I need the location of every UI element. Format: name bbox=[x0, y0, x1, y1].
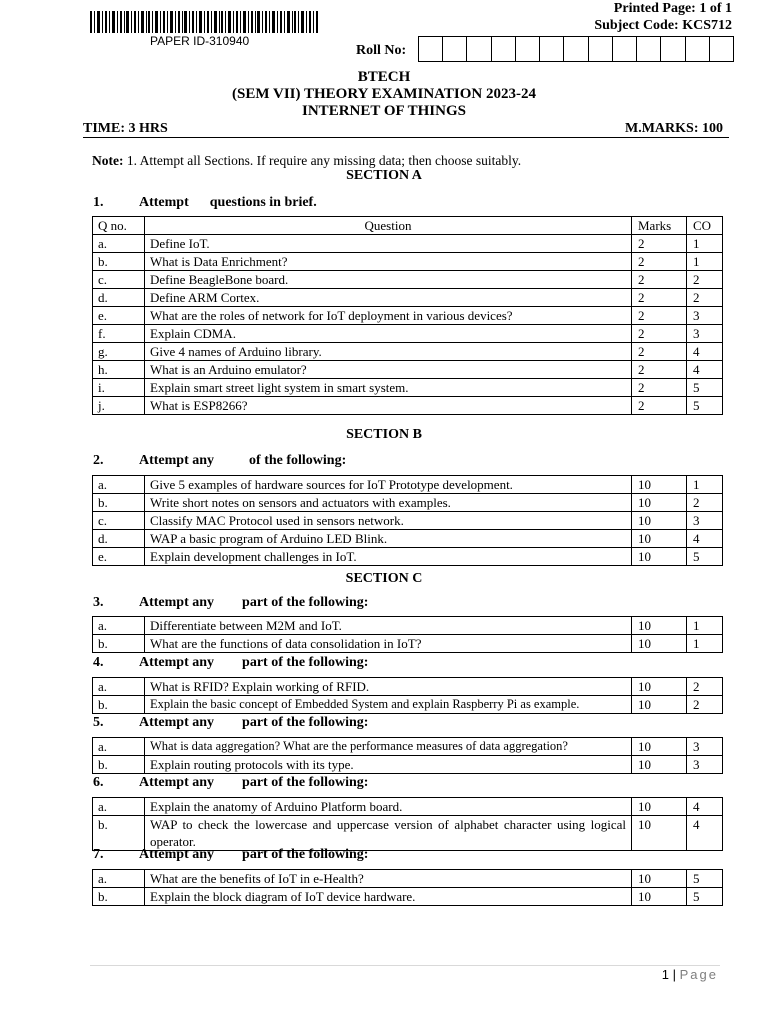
roll-digit-box[interactable] bbox=[419, 37, 443, 61]
roll-no-label: Roll No: bbox=[356, 43, 407, 58]
table-row bbox=[93, 253, 723, 271]
header-qno: Q no. bbox=[93, 217, 145, 235]
q-co: 4 bbox=[687, 816, 723, 851]
q5-heading bbox=[93, 715, 368, 731]
table-row bbox=[93, 888, 723, 906]
roll-digit-box[interactable] bbox=[467, 37, 491, 61]
q-text: Explain the basic concept of Embedded System and explain Raspberry Pi as example. bbox=[145, 696, 632, 714]
q2-heading bbox=[93, 453, 346, 469]
roll-digit-box[interactable] bbox=[613, 37, 637, 61]
q-label: d. bbox=[93, 289, 145, 307]
q5-table bbox=[92, 737, 723, 774]
q-co: 3 bbox=[687, 325, 723, 343]
q1-title: Attempt questions in brief. bbox=[139, 195, 317, 210]
q-marks: 10 bbox=[632, 756, 687, 774]
table-row bbox=[93, 678, 723, 696]
q-co: 2 bbox=[687, 271, 723, 289]
q-label: a. bbox=[93, 738, 145, 756]
q-label: f. bbox=[93, 325, 145, 343]
q-text: Define ARM Cortex. bbox=[145, 289, 632, 307]
note-label: Note: bbox=[92, 153, 124, 168]
q-marks: 10 bbox=[632, 888, 687, 906]
q-marks: 10 bbox=[632, 798, 687, 816]
table-row bbox=[93, 530, 723, 548]
table-row bbox=[93, 512, 723, 530]
header-co: CO bbox=[687, 217, 723, 235]
table-row bbox=[93, 756, 723, 774]
q-label: c. bbox=[93, 271, 145, 289]
header-question: Question bbox=[145, 217, 632, 235]
q-text: Explain the anatomy of Arduino Platform board. bbox=[145, 798, 632, 816]
q-label: c. bbox=[93, 512, 145, 530]
q7-number: 7. bbox=[93, 847, 104, 862]
q-text: Explain routing protocols with its type. bbox=[145, 756, 632, 774]
q-text: WAP to check the lowercase and uppercase version of alphabet character using logical operator. bbox=[145, 816, 632, 851]
q-label: a. bbox=[93, 617, 145, 635]
q-text: Define BeagleBone board. bbox=[145, 271, 632, 289]
paper-id: PAPER ID-310940 bbox=[150, 34, 250, 48]
q-co: 1 bbox=[687, 235, 723, 253]
q4-title: Attempt any part of the following: bbox=[139, 655, 369, 670]
table-row bbox=[93, 289, 723, 307]
table-row bbox=[93, 635, 723, 653]
table-row bbox=[93, 235, 723, 253]
q-marks: 10 bbox=[632, 548, 687, 566]
q-text: What is Data Enrichment? bbox=[145, 253, 632, 271]
q-text: Define IoT. bbox=[145, 235, 632, 253]
q-text: What are the roles of network for IoT deployment in various devices? bbox=[145, 307, 632, 325]
q-co: 4 bbox=[687, 798, 723, 816]
q-co: 2 bbox=[687, 289, 723, 307]
q-co: 3 bbox=[687, 738, 723, 756]
q-marks: 10 bbox=[632, 870, 687, 888]
q3-number: 3. bbox=[93, 595, 104, 610]
q-label: a. bbox=[93, 235, 145, 253]
q-marks: 10 bbox=[632, 696, 687, 714]
q3-heading bbox=[93, 595, 368, 611]
printed-page-block bbox=[594, 0, 732, 34]
q-marks: 10 bbox=[632, 816, 687, 851]
roll-digit-box[interactable] bbox=[589, 37, 613, 61]
roll-digit-box[interactable] bbox=[686, 37, 710, 61]
q1-table bbox=[92, 216, 723, 415]
roll-digit-box[interactable] bbox=[540, 37, 564, 61]
table-row bbox=[93, 494, 723, 512]
table-row bbox=[93, 343, 723, 361]
q-co: 4 bbox=[687, 361, 723, 379]
note-text: 1. Attempt all Sections. If require any missing data; then choose suitably. bbox=[126, 153, 522, 168]
q-text: What is an Arduino emulator? bbox=[145, 361, 632, 379]
q-text: Explain CDMA. bbox=[145, 325, 632, 343]
q-marks: 2 bbox=[632, 235, 687, 253]
q2-number: 2. bbox=[93, 453, 104, 468]
q-text: WAP a basic program of Arduino LED Blink. bbox=[145, 530, 632, 548]
roll-digit-box[interactable] bbox=[710, 37, 733, 61]
section-b-heading: SECTION B bbox=[346, 427, 422, 442]
roll-digit-box[interactable] bbox=[516, 37, 540, 61]
q5-title: Attempt any part of the following: bbox=[139, 715, 369, 730]
q-text: Write short notes on sensors and actuators with examples. bbox=[145, 494, 632, 512]
q-text: Explain the block diagram of IoT device hardware. bbox=[145, 888, 632, 906]
q1-heading bbox=[93, 195, 317, 211]
q5-number: 5. bbox=[93, 715, 104, 730]
printed-page: Printed Page: 1 of 1 bbox=[613, 1, 732, 16]
q-marks: 2 bbox=[632, 361, 687, 379]
q-label: a. bbox=[93, 798, 145, 816]
q-co: 5 bbox=[687, 888, 723, 906]
q-co: 4 bbox=[687, 530, 723, 548]
q2-table bbox=[92, 475, 723, 566]
q-co: 4 bbox=[687, 343, 723, 361]
q-text: Explain development challenges in IoT. bbox=[145, 548, 632, 566]
q4-heading bbox=[93, 655, 368, 671]
q-marks: 10 bbox=[632, 512, 687, 530]
page-word: Page bbox=[679, 967, 718, 982]
subject-code: Subject Code: KCS712 bbox=[594, 18, 732, 33]
q-label: j. bbox=[93, 397, 145, 415]
q-marks: 2 bbox=[632, 253, 687, 271]
q3-title: Attempt any part of the following: bbox=[139, 595, 369, 610]
q-text: What are the functions of data consolidation in IoT? bbox=[145, 635, 632, 653]
q-marks: 10 bbox=[632, 678, 687, 696]
q-text: What is ESP8266? bbox=[145, 397, 632, 415]
q-text: Explain smart street light system in smart system. bbox=[145, 379, 632, 397]
q-label: b. bbox=[93, 635, 145, 653]
q-text: Give 4 names of Arduino library. bbox=[145, 343, 632, 361]
q-co: 5 bbox=[687, 397, 723, 415]
table-row bbox=[93, 548, 723, 566]
table-row bbox=[93, 816, 723, 851]
q3-table bbox=[92, 616, 723, 653]
q-co: 2 bbox=[687, 678, 723, 696]
q-marks: 10 bbox=[632, 738, 687, 756]
q7-table bbox=[92, 869, 723, 906]
q-marks: 2 bbox=[632, 271, 687, 289]
max-marks-label: M.MARKS: 100 bbox=[625, 121, 723, 136]
q-co: 5 bbox=[687, 548, 723, 566]
q4-number: 4. bbox=[93, 655, 104, 670]
q-text: Give 5 examples of hardware sources for IoT Prototype development. bbox=[145, 476, 632, 494]
q-co: 1 bbox=[687, 617, 723, 635]
table-row bbox=[93, 798, 723, 816]
q-co: 3 bbox=[687, 756, 723, 774]
page-number: 1 bbox=[661, 967, 669, 982]
table-row bbox=[93, 696, 723, 714]
table-header-row bbox=[93, 217, 723, 235]
q-label: b. bbox=[93, 756, 145, 774]
q-marks: 10 bbox=[632, 476, 687, 494]
q2-title: Attempt any of the following: bbox=[139, 453, 347, 468]
q-label: b. bbox=[93, 816, 145, 851]
roll-no-boxes[interactable] bbox=[418, 36, 734, 62]
q-text: What is RFID? Explain working of RFID. bbox=[145, 678, 632, 696]
roll-digit-box[interactable] bbox=[661, 37, 685, 61]
barcode bbox=[90, 11, 318, 33]
footer-divider bbox=[90, 965, 720, 966]
subject-title: INTERNET OF THINGS bbox=[302, 103, 466, 119]
q-label: b. bbox=[93, 696, 145, 714]
q-co: 3 bbox=[687, 512, 723, 530]
table-row bbox=[93, 379, 723, 397]
table-row bbox=[93, 271, 723, 289]
page-footer bbox=[662, 967, 718, 982]
table-row bbox=[93, 325, 723, 343]
q-marks: 2 bbox=[632, 325, 687, 343]
q-co: 3 bbox=[687, 307, 723, 325]
program-title: BTECH bbox=[357, 69, 411, 85]
note bbox=[92, 153, 521, 169]
q-label: i. bbox=[93, 379, 145, 397]
q-co: 2 bbox=[687, 494, 723, 512]
time-marks-row bbox=[83, 121, 729, 138]
q-co: 1 bbox=[687, 635, 723, 653]
q-label: h. bbox=[93, 361, 145, 379]
q-co: 1 bbox=[687, 476, 723, 494]
q-co: 5 bbox=[687, 379, 723, 397]
q7-title: Attempt any part of the following: bbox=[139, 847, 369, 862]
q-label: e. bbox=[93, 307, 145, 325]
q6-table bbox=[92, 797, 723, 851]
q-label: a. bbox=[93, 678, 145, 696]
q1-number: 1. bbox=[93, 195, 104, 210]
exam-title: (SEM VII) THEORY EXAMINATION 2023-24 bbox=[232, 86, 536, 102]
q-marks: 2 bbox=[632, 289, 687, 307]
q6-heading bbox=[93, 775, 368, 791]
q-label: a. bbox=[93, 870, 145, 888]
q-label: a. bbox=[93, 476, 145, 494]
table-row bbox=[93, 738, 723, 756]
q-marks: 10 bbox=[632, 494, 687, 512]
time-label: TIME: 3 HRS bbox=[83, 121, 168, 136]
table-row bbox=[93, 617, 723, 635]
q-marks: 2 bbox=[632, 307, 687, 325]
q6-title: Attempt any part of the following: bbox=[139, 775, 369, 790]
header-marks: Marks bbox=[632, 217, 687, 235]
q-text: Classify MAC Protocol used in sensors network. bbox=[145, 512, 632, 530]
q-marks: 2 bbox=[632, 343, 687, 361]
q7-heading bbox=[93, 847, 368, 863]
q-label: g. bbox=[93, 343, 145, 361]
q4-table bbox=[92, 677, 723, 714]
q-label: b. bbox=[93, 888, 145, 906]
roll-digit-box[interactable] bbox=[443, 37, 467, 61]
q-text: What are the benefits of IoT in e-Health? bbox=[145, 870, 632, 888]
q-label: b. bbox=[93, 494, 145, 512]
table-row bbox=[93, 397, 723, 415]
q-label: b. bbox=[93, 253, 145, 271]
q-label: d. bbox=[93, 530, 145, 548]
q-text: Differentiate between M2M and IoT. bbox=[145, 617, 632, 635]
table-row bbox=[93, 361, 723, 379]
q-marks: 10 bbox=[632, 635, 687, 653]
q-text: What is data aggregation? What are the performance measures of data aggregation? bbox=[145, 738, 632, 756]
section-a-heading: SECTION A bbox=[346, 168, 422, 183]
q6-number: 6. bbox=[93, 775, 104, 790]
q-marks: 2 bbox=[632, 379, 687, 397]
q-co: 2 bbox=[687, 696, 723, 714]
q-co: 1 bbox=[687, 253, 723, 271]
table-row bbox=[93, 307, 723, 325]
q-label: e. bbox=[93, 548, 145, 566]
q-marks: 10 bbox=[632, 530, 687, 548]
table-row bbox=[93, 870, 723, 888]
roll-digit-box[interactable] bbox=[492, 37, 516, 61]
table-row bbox=[93, 476, 723, 494]
q-co: 5 bbox=[687, 870, 723, 888]
page-separator: | bbox=[672, 967, 676, 982]
q-marks: 10 bbox=[632, 617, 687, 635]
section-c-heading: SECTION C bbox=[345, 571, 423, 586]
q-marks: 2 bbox=[632, 397, 687, 415]
roll-digit-box[interactable] bbox=[564, 37, 588, 61]
roll-digit-box[interactable] bbox=[637, 37, 661, 61]
